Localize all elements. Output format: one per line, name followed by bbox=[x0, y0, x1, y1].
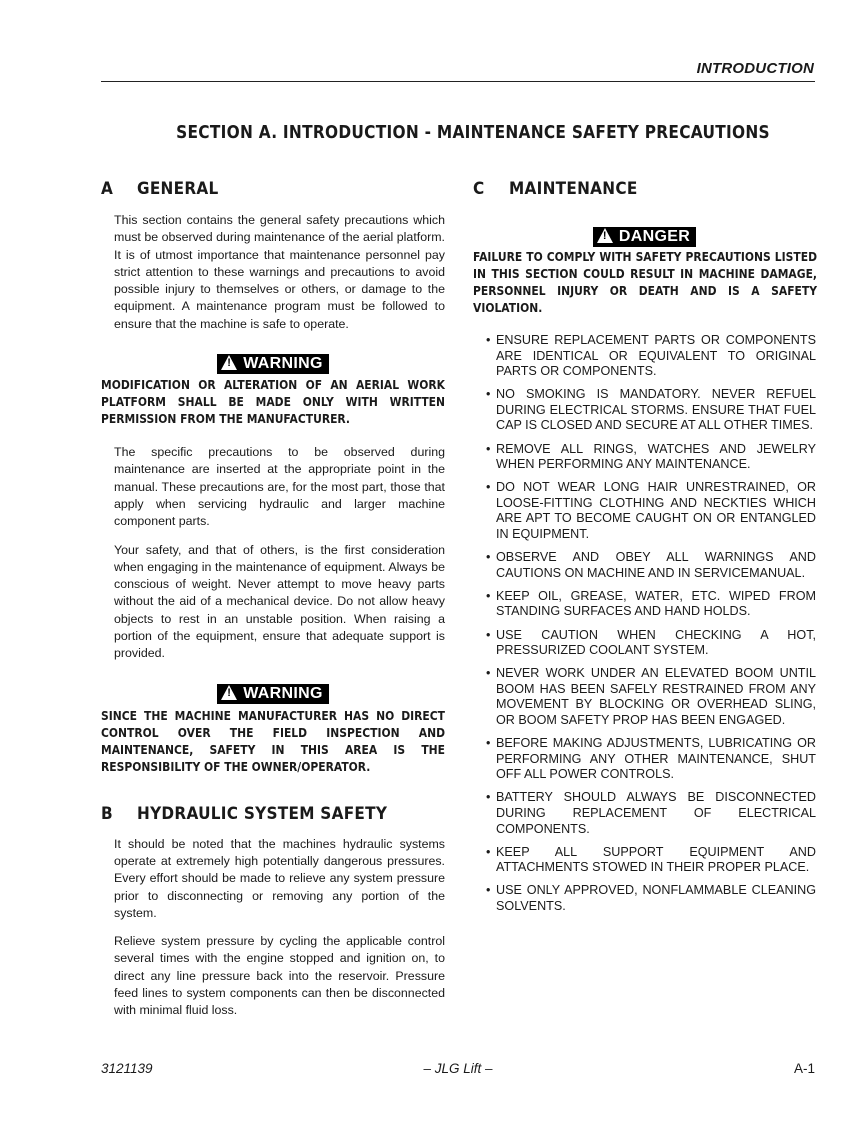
list-item-text: KEEP OIL, GREASE, WATER, ETC. WIPED FROM STANDING SURFACES AND HAND HOLDS. bbox=[496, 588, 816, 619]
list-item-text: REMOVE ALL RINGS, WATCHES AND JEWELRY WHEN PERFORMING ANY MAINTENANCE. bbox=[496, 441, 816, 472]
bullet-icon: • bbox=[486, 550, 491, 565]
footer-page-number: A-1 bbox=[793, 1061, 815, 1076]
bullet-icon: • bbox=[486, 883, 491, 898]
bullet-icon: • bbox=[486, 790, 491, 805]
warning-box-1 bbox=[101, 354, 445, 374]
footer-doc-number: 3121139 bbox=[101, 1061, 153, 1076]
danger-box bbox=[473, 227, 816, 247]
list-item bbox=[473, 442, 816, 473]
bullet-icon: • bbox=[486, 333, 491, 347]
warning-box-2 bbox=[101, 684, 445, 704]
warning-triangle-icon: ! bbox=[221, 685, 237, 700]
warning-label-2: WARNING bbox=[243, 684, 323, 702]
general-letter: A bbox=[101, 179, 114, 199]
list-item-text: OBSERVE AND OBEY ALL WARNINGS AND CAUTIONS ON MACHINE AND IN SERVICEMANUAL. bbox=[496, 550, 816, 580]
footer-brand: – JLG Lift – bbox=[423, 1061, 493, 1076]
hydraulic-letter: B bbox=[101, 803, 113, 824]
bullet-icon: • bbox=[486, 627, 491, 642]
header-divider bbox=[101, 81, 815, 82]
list-item bbox=[473, 845, 816, 876]
hydraulic-paragraph-2: Relieve system pressure by cycling the applicable control several times with the engine stopped and ignition on, to direct any line pressure back into the reservoir. Pressure feed lines to system components can then be disconnected with minimal fluid loss. bbox=[114, 934, 445, 1018]
warning-triangle-icon: ! bbox=[597, 228, 613, 243]
page-header-title: INTRODUCTION bbox=[696, 60, 814, 77]
list-item bbox=[473, 480, 816, 542]
bullet-icon: • bbox=[486, 736, 491, 751]
right-column bbox=[473, 178, 816, 922]
bullet-icon: • bbox=[486, 666, 491, 681]
list-item-text: ENSURE REPLACEMENT PARTS OR COMPONENTS ARE IDENTICAL OR EQUIVALENT TO ORIGINAL PARTS OR COMPONENTS. bbox=[496, 333, 816, 379]
list-item bbox=[473, 628, 816, 659]
danger-label: DANGER bbox=[618, 228, 691, 245]
bullet-icon: • bbox=[486, 387, 491, 402]
list-item bbox=[473, 387, 816, 434]
list-item bbox=[473, 883, 816, 914]
danger-text: FAILURE TO COMPLY WITH SAFETY PRECAUTIONS LISTED IN THIS SECTION COULD RESULT IN MACHINE DAMAGE, PERSONNEL INJURY OR DEATH AND IS A SAFETY VIOLATION. bbox=[473, 249, 817, 315]
maintenance-heading bbox=[473, 178, 782, 200]
danger-badge bbox=[593, 227, 696, 247]
list-item bbox=[473, 333, 816, 380]
general-heading-text: GENERAL bbox=[137, 179, 219, 199]
list-item-text: USE CAUTION WHEN CHECKING A HOT, PRESSURIZED COOLANT SYSTEM. bbox=[496, 627, 816, 658]
bullet-icon: • bbox=[486, 844, 491, 859]
general-intro-paragraph: This section contains the general safety precautions which must be observed during maintenance of the aerial platform. It is of utmost importance that maintenance personnel pay strict attention to these warnings and precautions to avoid possible injury to themselves or others, or damage to the equipment. A maintenance program must be followed to ensure that the machine is safe to operate. bbox=[114, 213, 445, 331]
list-item-text: USE ONLY APPROVED, NONFLAMMABLE CLEANING SOLVENTS. bbox=[496, 883, 816, 913]
list-item-text: NEVER WORK UNDER AN ELEVATED BOOM UNTIL BOOM HAS BEEN SAFELY RESTRAINED FROM ANY MOVEMENT BY BLOCKING OR OVERHEAD SLING, OR BOOM SAFETY PROP HAS BEEN ENGAGED. bbox=[496, 666, 816, 727]
warning-text-1: MODIFICATION OR ALTERATION OF AN AERIAL WORK PLATFORM SHALL BE MADE ONLY WITH WRITTEN PERMISSION FROM THE MANUFACTURER. bbox=[101, 377, 445, 427]
hydraulic-paragraph-1: It should be noted that the machines hydraulic systems operate at extremely high potentially dangerous pressures. Every effort should be made to relieve any system pressure prior to disconnecting or removing any portion of the system. bbox=[114, 836, 445, 920]
bullet-icon: • bbox=[486, 441, 491, 456]
list-item-text: BEFORE MAKING ADJUSTMENTS, LUBRICATING OR PERFORMING ANY OTHER MAINTENANCE, SHUT OFF ALL POWER CONTROLS. bbox=[496, 736, 816, 782]
list-item bbox=[473, 790, 816, 837]
general-heading bbox=[101, 178, 411, 200]
maintenance-precautions-list bbox=[473, 333, 816, 915]
list-item-text: KEEP ALL SUPPORT EQUIPMENT AND ATTACHMENTS STOWED IN THEIR PROPER PLACE. bbox=[496, 844, 816, 875]
maintenance-heading-text: MAINTENANCE bbox=[509, 179, 638, 199]
warning-triangle-icon: ! bbox=[221, 355, 237, 370]
warning-badge-1 bbox=[217, 354, 328, 374]
warning-text-2: SINCE THE MACHINE MANUFACTURER HAS NO DIRECT CONTROL OVER THE FIELD INSPECTION AND MAINTENANCE, SAFETY IN THIS AREA IS THE RESPONSIBILITY OF THE OWNER/OPERATOR. bbox=[101, 707, 445, 774]
list-item bbox=[473, 550, 816, 581]
general-paragraph-2: The specific precautions to be observed during maintenance are inserted at the appropriate point in the manual. These precautions are, for the most part, those that apply when servicing hydraulic and larger machine component parts. bbox=[114, 445, 445, 529]
warning-badge-2 bbox=[217, 684, 328, 704]
list-item-text: BATTERY SHOULD ALWAYS BE DISCONNECTED DURING REPLACEMENT OF ELECTRICAL COMPONENTS. bbox=[496, 790, 816, 836]
hydraulic-heading-text: HYDRAULIC SYSTEM SAFETY bbox=[137, 803, 388, 824]
list-item bbox=[473, 736, 816, 783]
warning-label-1: WARNING bbox=[243, 355, 323, 373]
list-item-text: DO NOT WEAR LONG HAIR UNRESTRAINED, OR LOOSE-FITTING CLOTHING AND NECKTIES WHICH ARE APT TO BECOME CAUGHT ON OR ENTANGLED IN EQUIPMENT. bbox=[496, 480, 816, 542]
hydraulic-heading bbox=[101, 803, 411, 825]
general-paragraph-3: Your safety, and that of others, is the first consideration when engaging in the maintenance of equipment. Always be conscious of weight. Never attempt to move heavy parts without the aid of a mechanical device. Do not allow heavy objects to rest in an unstable position. When raising a portion of the equipment, ensure that adequate support is provided. bbox=[114, 542, 445, 661]
section-title: SECTION A. INTRODUCTION - MAINTENANCE SAFETY PRECAUTIONS bbox=[176, 123, 770, 143]
list-item-text: NO SMOKING IS MANDATORY. NEVER REFUEL DURING ELECTRICAL STORMS. ENSURE THAT FUEL CAP IS CLOSED AND SECURE AT ALL OTHER TIMES. bbox=[496, 387, 816, 433]
list-item bbox=[473, 666, 816, 728]
maintenance-letter: C bbox=[473, 179, 485, 199]
bullet-icon: • bbox=[486, 480, 491, 495]
bullet-icon: • bbox=[486, 588, 491, 603]
left-column bbox=[101, 178, 445, 1020]
list-item bbox=[473, 589, 816, 620]
